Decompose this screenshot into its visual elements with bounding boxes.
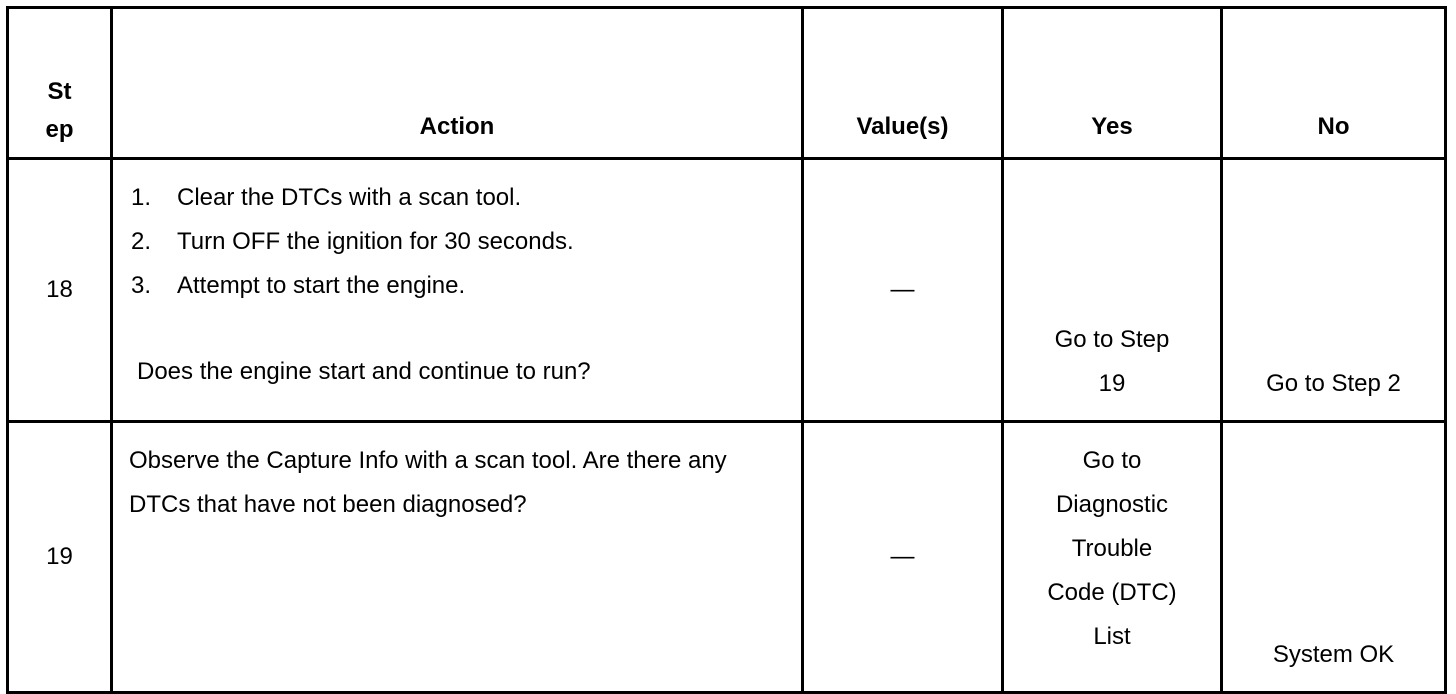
- step-item-number: 1.: [131, 184, 152, 211]
- no-cell: System OK: [1222, 422, 1446, 693]
- header-step: [8, 8, 112, 159]
- step-item-text: Clear the DTCs with a scan tool.: [177, 184, 522, 211]
- yes-line: Code (DTC): [1047, 579, 1177, 606]
- step-item-number: 3.: [131, 272, 152, 299]
- list-item: [131, 220, 801, 264]
- table-row: [8, 422, 1446, 693]
- yes-line: 19: [1098, 370, 1126, 397]
- table-row: [8, 159, 1446, 422]
- list-item: [131, 176, 801, 220]
- yes-line: Go to Step: [1054, 326, 1170, 353]
- yes-line: Diagnostic: [1055, 491, 1169, 518]
- action-cell: [112, 422, 803, 693]
- step-item-text: Attempt to start the engine.: [177, 272, 466, 299]
- header-no: No: [1222, 8, 1446, 159]
- yes-cell: [1003, 422, 1222, 693]
- action-question: Observe the Capture Info with a scan tool. Are there any DTCs that have not been diagnosed?: [129, 447, 727, 518]
- header-yes: Yes: [1003, 8, 1222, 159]
- value-cell: —: [803, 159, 1003, 422]
- action-cell: [112, 159, 803, 422]
- list-item: [131, 264, 801, 308]
- action-steps-list: [131, 176, 801, 308]
- step-item-text: Turn OFF the ignition for 30 seconds.: [177, 228, 574, 255]
- step-item-number: 2.: [131, 228, 152, 255]
- value-cell: —: [803, 422, 1003, 693]
- header-action: Action: [112, 8, 803, 159]
- action-question: Does the engine start and continue to run?: [137, 358, 591, 385]
- header-step-line1: St: [47, 78, 72, 105]
- header-values: Value(s): [803, 8, 1003, 159]
- step-number: 19: [8, 422, 112, 693]
- header-step-line2: ep: [45, 116, 74, 143]
- yes-line: List: [1093, 623, 1131, 650]
- no-cell: Go to Step 2: [1222, 159, 1446, 422]
- diagnostic-table: [6, 6, 1447, 694]
- step-number: 18: [8, 159, 112, 422]
- yes-line: Trouble: [1071, 535, 1153, 562]
- yes-cell: [1003, 159, 1222, 422]
- yes-line: Go to: [1082, 447, 1142, 474]
- table-header-row: [8, 8, 1446, 159]
